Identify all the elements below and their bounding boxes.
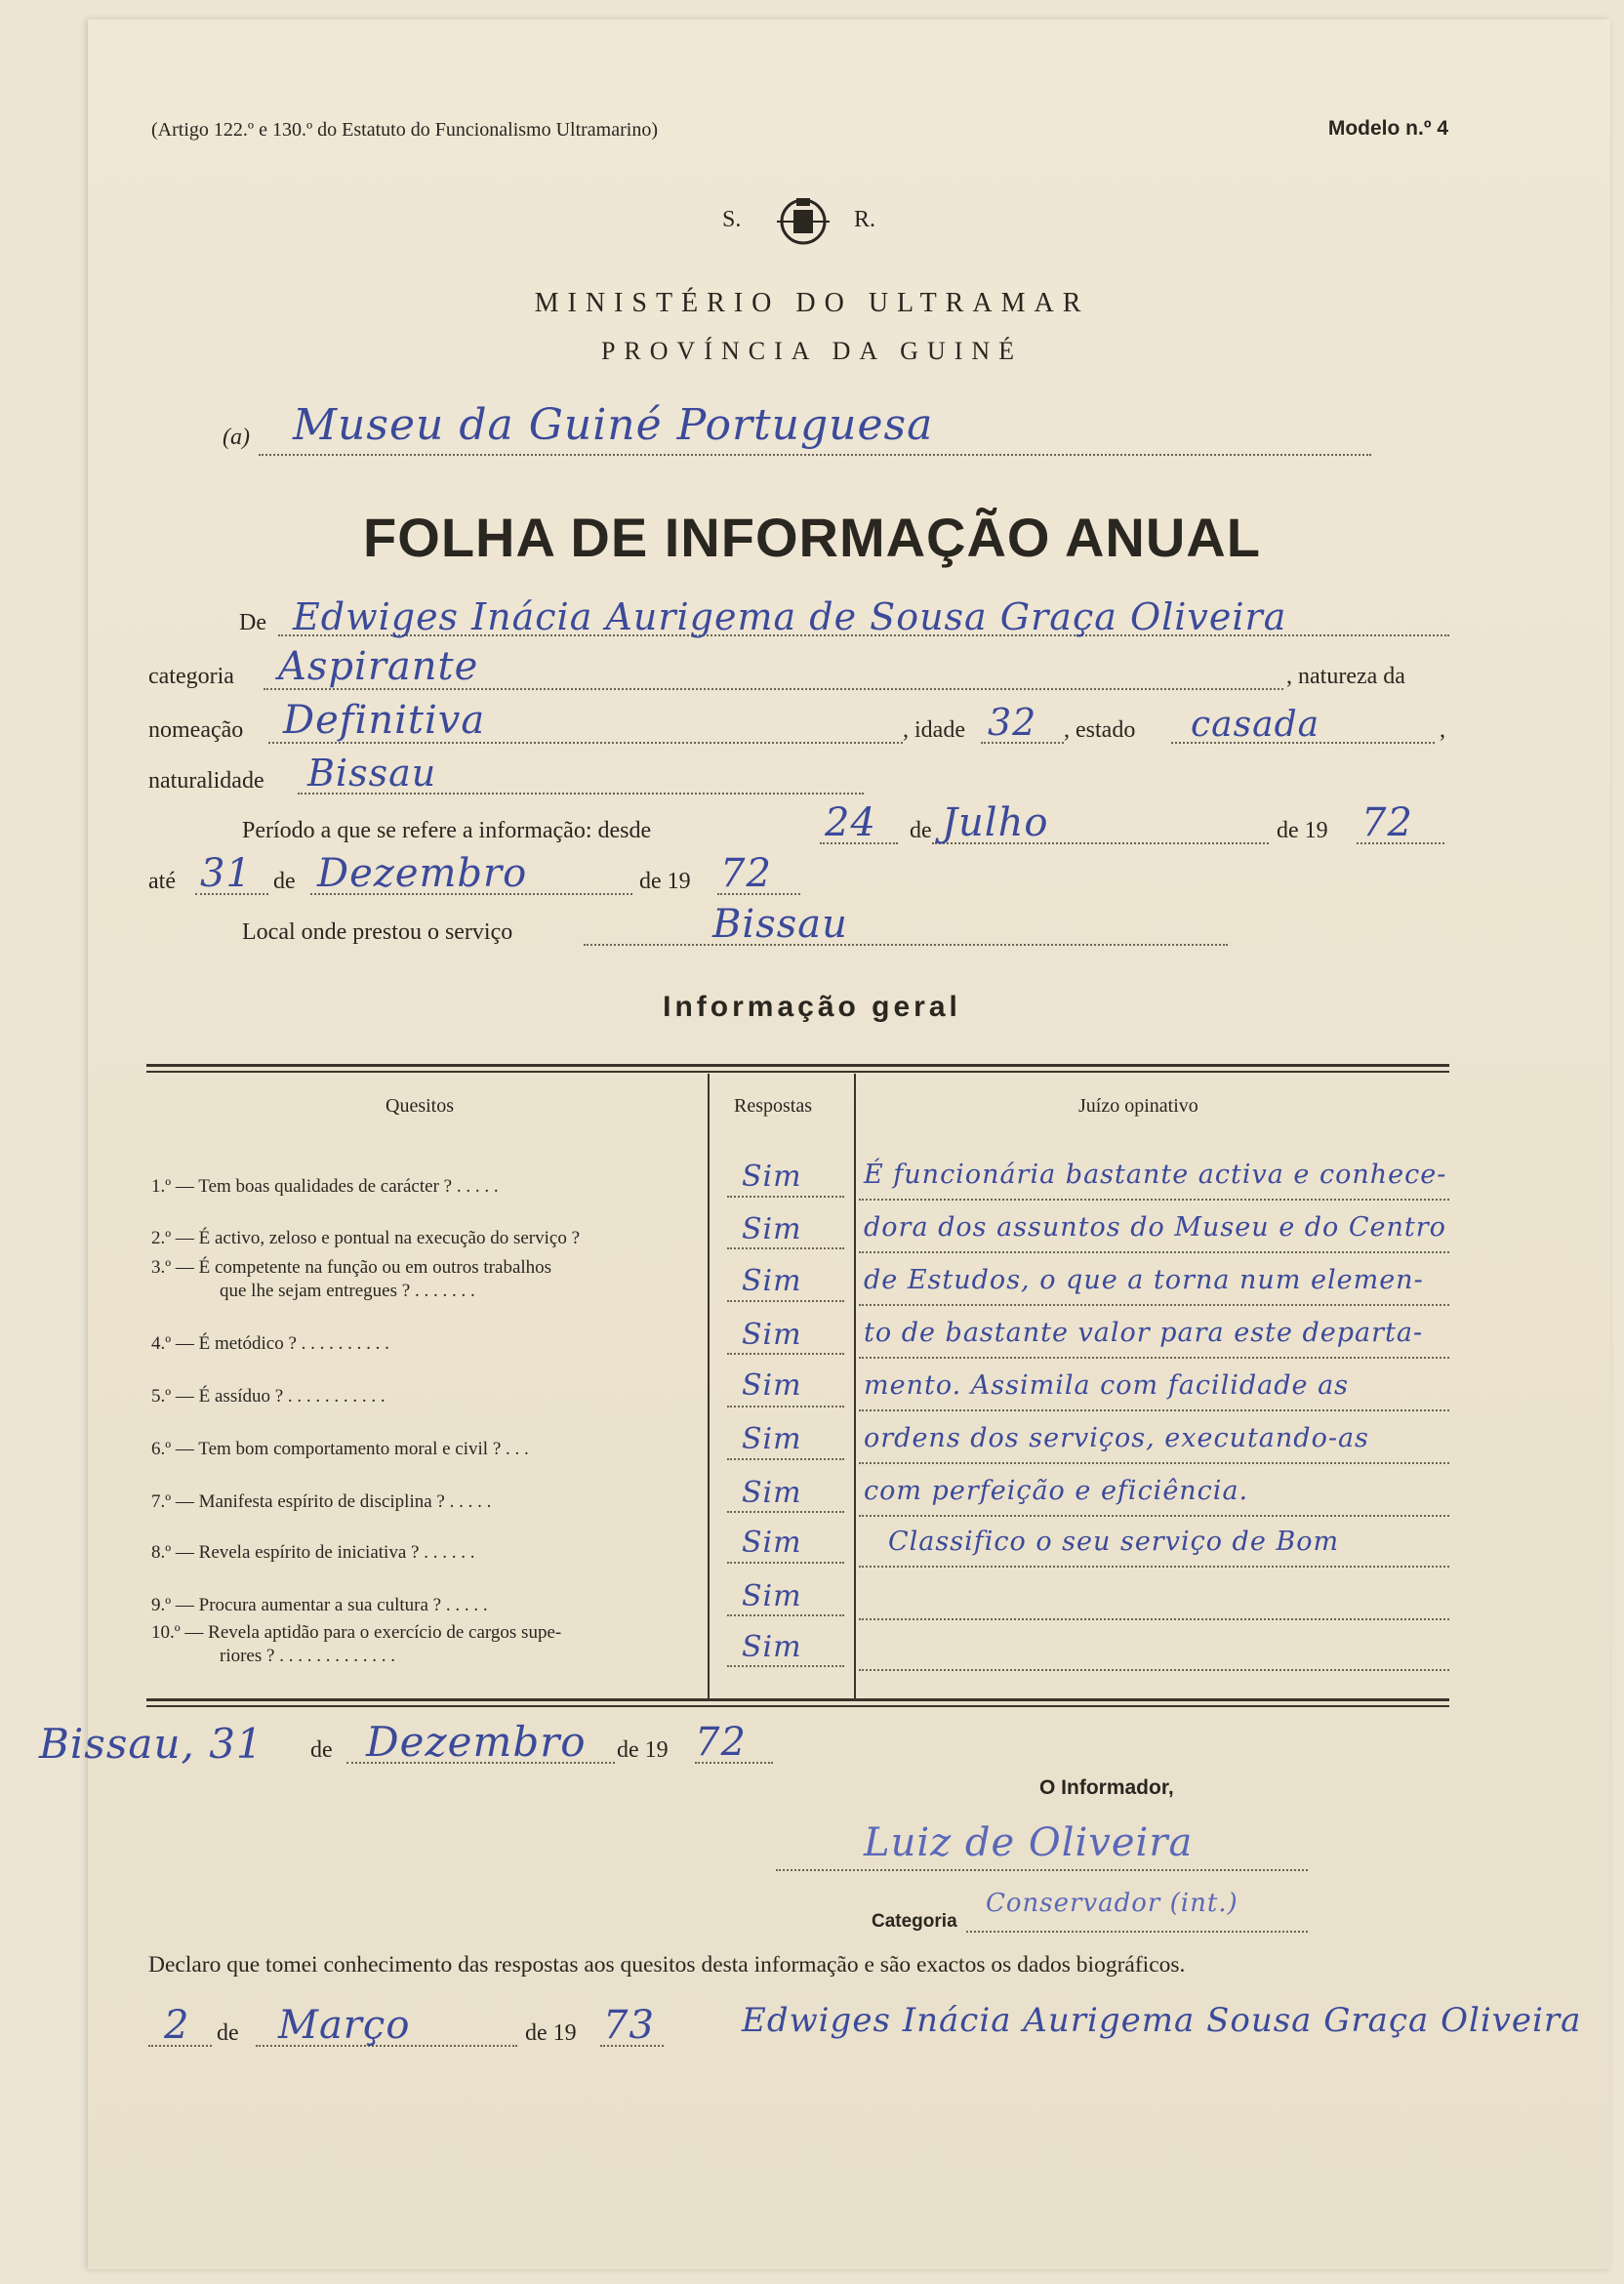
column-divider-2 [854,1074,856,1698]
informador-signature: Luiz de Oliveira [864,1820,1194,1865]
answer-6: Sim [742,1422,802,1456]
period-label: Período a que se refere a informação: desde [242,818,652,843]
employee-signature: Edwiges Inácia Aurigema Sousa Graça Oliveira [742,2001,1582,2040]
decl-de-label: de [217,2020,239,2046]
question-4: 4.º — É metódico ? . . . . . . . . . . [151,1333,389,1354]
question-10-cont: riores ? . . . . . . . . . . . . . [220,1646,395,1666]
answer-line-7 [727,1511,844,1513]
judgement-rule-8 [859,1566,1449,1568]
nomeacao-label: nomeação [148,717,244,743]
categoria-label: categoria [148,664,234,689]
estado-comma: , [1440,717,1445,743]
ate-year-label: de 19 [639,869,691,894]
judgement-line-5: mento. Assimila com facilidade as [864,1370,1350,1401]
closing-de-label: de [310,1737,333,1763]
judgement-rule-9 [859,1618,1449,1620]
desde-day: 24 [825,800,876,845]
judgement-rule-10 [859,1669,1449,1671]
answer-line-6 [727,1458,844,1460]
judgement-line-4: to de bastante valor para este departa- [864,1318,1424,1348]
closing-year-label: de 19 [617,1737,669,1763]
local-value: Bissau [712,902,848,947]
column-divider-1 [708,1074,710,1698]
ministry-title: MINISTÉRIO DO ULTRAMAR [534,288,1090,318]
natureza-label: , natureza da [1286,664,1405,689]
answer-line-2 [727,1247,844,1249]
desde-month: Julho [942,800,1049,845]
informador-label: O Informador, [1039,1776,1174,1799]
service-value: Museu da Guiné Portuguesa [293,400,934,450]
section-title: Informação geral [663,991,961,1023]
question-3: 3.º — É competente na função ou em outros trabalhos [151,1257,552,1278]
categoria-closing-value: Conservador (int.) [986,1889,1238,1918]
question-2: 2.º — É activo, zeloso e pontual na execução do serviço ? [151,1228,581,1248]
decl-year-label: de 19 [525,2020,577,2046]
person-name: Edwiges Inácia Aurigema de Sousa Graça Oliveira [293,595,1287,638]
judgement-line-2: dora dos assuntos do Museu e do Centro [864,1212,1446,1243]
judgement-rule-6 [859,1462,1449,1464]
estado-label: , estado [1064,717,1136,743]
answer-line-10 [727,1665,844,1667]
answer-line-3 [727,1300,844,1302]
question-5: 5.º — É assíduo ? . . . . . . . . . . . [151,1386,386,1407]
service-marker: (a) [223,425,250,450]
closing-month: Dezembro [366,1718,587,1766]
question-1: 1.º — Tem boas qualidades de carácter ? . . . . . [151,1176,499,1197]
table-bottom-rule-2 [146,1705,1449,1707]
answer-10: Sim [742,1630,802,1664]
question-8: 8.º — Revela espírito de iniciativa ? . . . . . . [151,1542,475,1563]
decl-month: Março [278,2003,411,2048]
informador-signature-line [776,1869,1308,1871]
declaration-text: Declaro que tomei conhecimento das respostas aos quesitos desta informação e são exactos os dados biográficos. [148,1952,1186,1978]
service-line [259,454,1371,456]
de-label-2: de [273,869,296,894]
ate-day: 31 [200,851,252,896]
answer-8: Sim [742,1526,802,1560]
naturalidade-value: Bissau [307,752,437,795]
categoria-value: Aspirante [278,644,479,689]
estado-value: casada [1191,705,1320,745]
judgement-rule-7 [859,1515,1449,1517]
province-title: PROVÍNCIA DA GUINÉ [600,337,1024,365]
answer-line-9 [727,1614,844,1616]
answer-1: Sim [742,1160,802,1194]
question-3-cont: que lhe sejam entregues ? . . . . . . . [220,1281,475,1301]
legal-reference: (Artigo 122.º e 130.º do Estatuto do Funcionalismo Ultramarino) [151,119,658,141]
col-respostas: Respostas [734,1095,812,1117]
answer-9: Sim [742,1579,802,1613]
col-juizo: Juízo opinativo [1078,1095,1198,1117]
answer-line-4 [727,1353,844,1355]
model-number: Modelo n.º 4 [1327,117,1448,140]
form-title: FOLHA DE INFORMAÇÃO ANUAL [363,507,1261,568]
question-9: 9.º — Procura aumentar a sua cultura ? . . . . . [151,1595,488,1615]
ate-label: até [148,869,176,894]
judgement-rule-4 [859,1357,1449,1359]
coat-of-arms-icon [769,190,837,249]
categoria-closing-label: Categoria [872,1911,957,1932]
col-quesitos: Quesitos [386,1095,454,1117]
judgement-rule-3 [859,1304,1449,1306]
question-6: 6.º — Tem bom comportamento moral e civil ? . . . [151,1439,529,1459]
answer-5: Sim [742,1368,802,1403]
answer-line-1 [727,1196,844,1198]
judgement-rule-2 [859,1251,1449,1253]
categoria-closing-line [966,1931,1308,1933]
judgement-line-3: de Estudos, o que a torna num elemen- [864,1265,1424,1295]
judgement-rule-5 [859,1409,1449,1411]
decl-year: 73 [603,2003,655,2048]
decl-day: 2 [164,2003,190,2048]
naturalidade-label: naturalidade [148,768,264,794]
table-bottom-rule-1 [146,1698,1449,1701]
ate-year: 72 [720,851,772,896]
judgement-rule-1 [859,1199,1449,1201]
judgement-line-8: Classifico o seu serviço de Bom [888,1527,1340,1557]
desde-year: 72 [1361,800,1413,845]
idade-label: , idade [903,717,965,743]
answer-7: Sim [742,1476,802,1510]
answer-line-8 [727,1562,844,1564]
closing-place-date: Bissau, 31 [39,1720,264,1768]
sr-right: R. [854,207,876,232]
nomeacao-value: Definitiva [283,698,486,743]
judgement-line-7: com perfeição e eficiência. [864,1476,1249,1506]
judgement-line-1: É funcionária bastante activa e conhece- [864,1160,1447,1190]
local-label: Local onde prestou o serviço [242,919,513,945]
table-top-rule-1 [146,1064,1449,1067]
answer-line-5 [727,1406,844,1407]
answer-3: Sim [742,1264,802,1298]
de-label: De [239,610,266,635]
table-top-rule-2 [146,1071,1449,1073]
desde-year-label: de 19 [1277,818,1328,843]
answer-4: Sim [742,1318,802,1352]
question-10: 10.º — Revela aptidão para o exercício de cargos supe- [151,1622,562,1643]
closing-year: 72 [695,1720,747,1765]
local-line [584,944,1228,946]
idade-value: 32 [988,701,1037,744]
answer-2: Sim [742,1212,802,1246]
judgement-line-6: ordens dos serviços, executando-as [864,1423,1369,1453]
ate-month: Dezembro [317,851,528,896]
de-label-1: de [910,818,932,843]
question-7: 7.º — Manifesta espírito de disciplina ? . . . . . [151,1491,492,1512]
sr-left: S. [722,207,742,232]
